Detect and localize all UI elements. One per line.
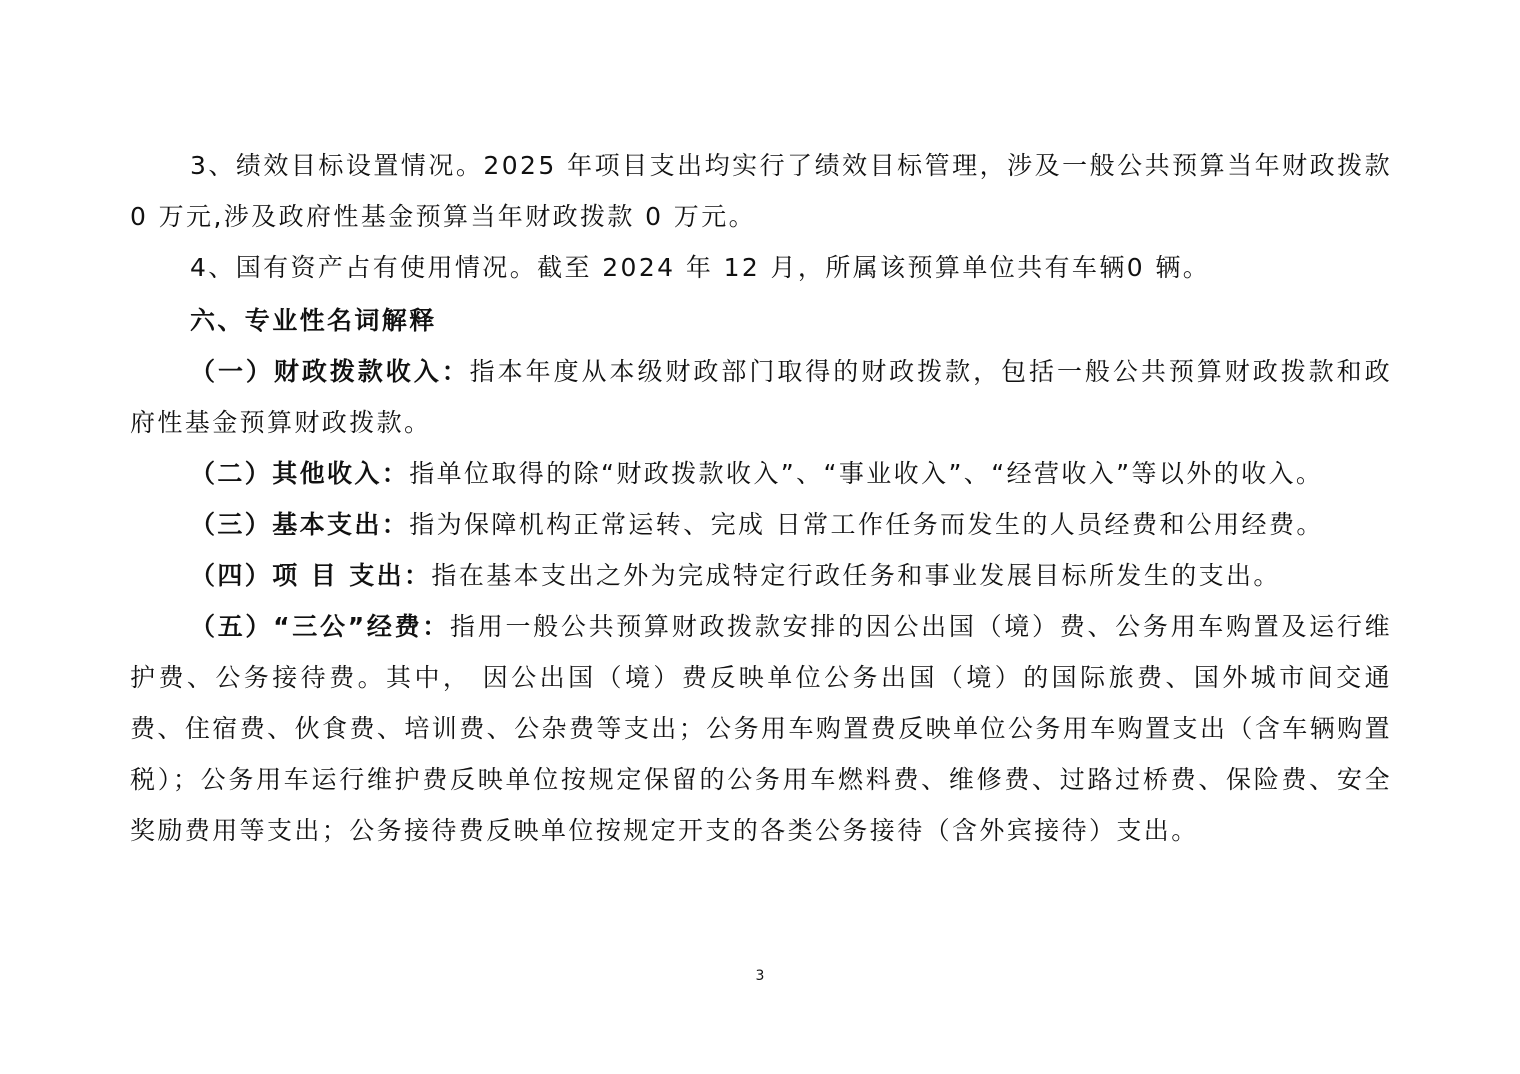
definition-text: 指用一般公共预算财政拨款安排的因公出国（境）费、公务用车购置及运行维护费、公务接待费。其中， 因公出国（境）费反映单位公务出国（境）的国际旅费、国外城市间交通费、住宿费、伙食费、培训费、公杂费等支出；公务用车购置费反映单位公务用车购置支出（含车辆购置税）；公务用车运行维护费反映单位按规定保留的公务用车燃料费、维修费、过路过桥费、保险费、安全奖励费用等支出；公务接待费反映单位按规定开支的各类公务接待（含外宾接待）支出。	[130, 612, 1392, 845]
definition-label: （三）基本支出：	[190, 510, 410, 539]
definition-label: （四）项 目 支出：	[190, 561, 432, 590]
definition-label: （一）财政拨款收入：	[190, 357, 470, 386]
definition-project-expenditure	[130, 550, 1392, 601]
section-heading-terms: 六、专业性名词解释	[190, 306, 437, 335]
definition-fiscal-appropriation-income	[130, 346, 1392, 448]
definition-label: （五）“三公”经费：	[190, 612, 451, 641]
paragraph-performance-goals: 3、绩效目标设置情况。2025 年项目支出均实行了绩效目标管理，涉及一般公共预算当年财政拨款 0 万元,涉及政府性基金预算当年财政拨款 0 万元。	[130, 151, 1392, 231]
definition-text: 指单位取得的除“财政拨款收入”、“事业收入”、“经营收入”等以外的收入。	[409, 459, 1324, 488]
page-number: 3	[755, 968, 765, 984]
definition-label: （二）其他收入：	[190, 459, 410, 488]
definition-three-public-expenses	[130, 601, 1392, 856]
paragraph-state-assets: 4、国有资产占有使用情况。截至 2024 年 12 月，所属该预算单位共有车辆0 辆。	[190, 253, 1211, 282]
definition-text: 指本年度从本级财政部门取得的财政拨款，包括一般公共预算财政拨款和政府性基金预算财政拨款。	[130, 357, 1392, 437]
document-body	[130, 140, 1392, 856]
definition-basic-expenditure	[130, 499, 1392, 550]
definition-text: 指为保障机构正常运转、完成 日常工作任务而发生的人员经费和公用经费。	[409, 510, 1324, 539]
definition-other-income	[130, 448, 1392, 499]
definition-text: 指在基本支出之外为完成特定行政任务和事业发展目标所发生的支出。	[431, 561, 1281, 590]
